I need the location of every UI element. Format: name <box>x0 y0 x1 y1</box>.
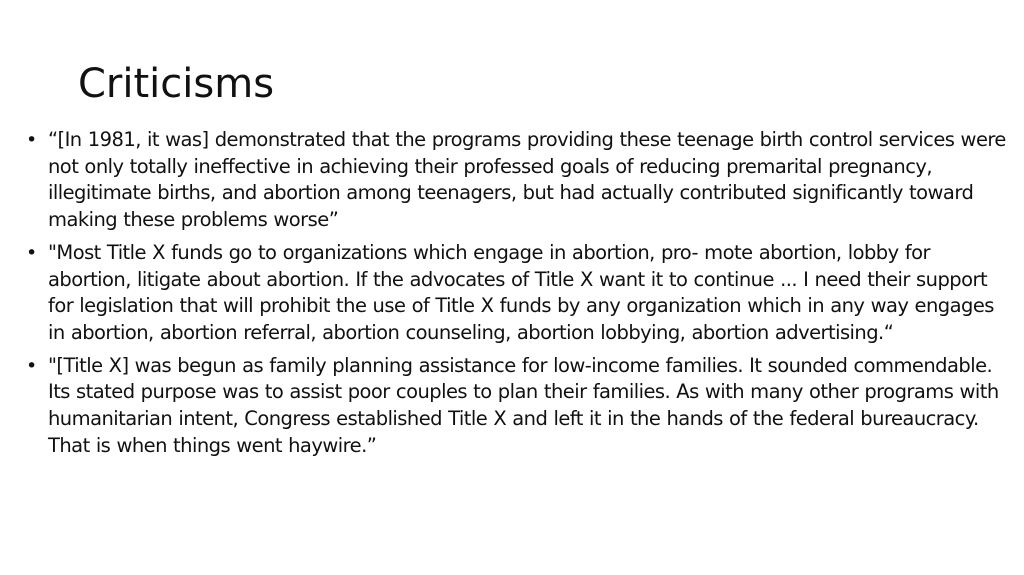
bullet-dot-icon: • <box>26 354 38 377</box>
bullet-list <box>26 127 1006 465</box>
bullet-text: "[Title X] was begun as family planning assistance for low-income families. It sounded commendable. Its stated purpose was to assist poor couples to plan their families. As with many other programs with humanitarian intent, Congress established Title X and left it in the hands of the federal bureaucracy. That is when things went haywire.” <box>48 353 999 457</box>
bullet-item <box>26 240 1006 347</box>
bullet-text: “[In 1981, it was] demonstrated that the programs providing these teenage birth control services were not only totally ineffective in achieving their professed goals of reducing premarital pregnancy, illegitimate births, and abortion among teenagers, but had actually contributed significantly toward making these problems worse” <box>48 128 1006 232</box>
bullet-item <box>26 353 1006 460</box>
bullet-dot-icon: • <box>26 241 38 264</box>
bullet-item <box>26 127 1006 234</box>
bullet-text: "Most Title X funds go to organizations which engage in abortion, pro- mote abortion, lobby for abortion, litigate about abortion. If the advocates of Title X want it to continue ... I need their support for legislation that will prohibit the use of Title X funds by any organization which in any way engages in abortion, abortion referral, abortion counseling, abortion lobbying, abortion advertising.“ <box>48 240 994 344</box>
bullet-dot-icon: • <box>26 129 38 151</box>
slide-title: Criticisms <box>78 61 275 107</box>
